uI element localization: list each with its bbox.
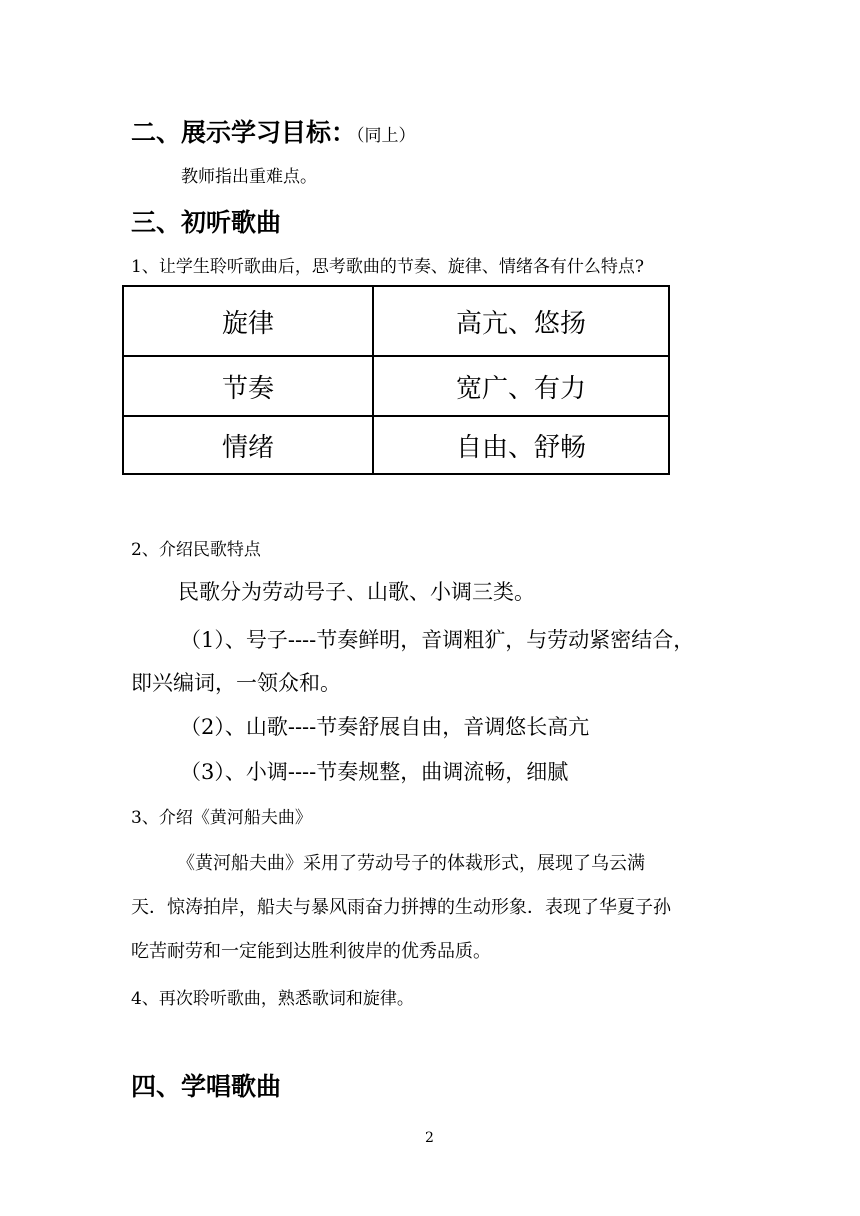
song-paragraph-line3: 吃苦耐劳和一定能到达胜利彼岸的优秀品质。 [131,941,491,962]
table-cell-value: 高亢、悠扬 [373,286,669,356]
table-cell-value: 宽广、有力 [373,356,669,416]
section2-heading [131,113,416,149]
section3-item3: 3、介绍《黄河船夫曲》 [131,808,312,828]
section3-heading: 三、初听歌曲 [131,208,282,237]
folk-type-1a: （1）、号子----节奏鲜明，音调粗犷，与劳动紧密结合， [180,628,695,652]
section4-heading: 四、学唱歌曲 [131,1072,282,1101]
section3-item1: 1、让学生聆听歌曲后，思考歌曲的节奏、旋律、情绪各有什么特点? [131,257,644,277]
folk-type-2: （2）、山歌----节奏舒展自由，音调悠长高亢 [180,715,590,739]
table-cell-label: 旋律 [123,286,373,356]
table-cell-value: 自由、舒畅 [373,416,669,474]
section2-note: （同上） [356,126,416,146]
table-cell-label: 情绪 [123,416,373,474]
section3-item2: 2、介绍民歌特点 [131,540,261,560]
table-row [123,356,669,416]
folk-type-3: （3）、小调----节奏规整，曲调流畅，细腻 [180,760,569,784]
song-paragraph-line2: 天．惊涛拍岸，船夫与暴风雨奋力拼搏的生动形象．表现了华夏子孙 [131,897,671,918]
table-row [123,286,669,356]
folk-intro: 民歌分为劳动号子、山歌、小调三类。 [178,580,535,604]
song-paragraph-line1: 《黄河船夫曲》采用了劳动号子的体裁形式，展现了乌云满 [177,853,645,874]
feature-table [122,285,670,475]
table-row [123,416,669,474]
section2-line: 教师指出重难点。 [181,167,317,187]
page-number: 2 [425,1130,434,1146]
section2-title: 二、展示学习目标： [131,118,357,147]
section3-item4: 4、再次聆听歌曲，熟悉歌词和旋律。 [131,989,414,1009]
table-cell-label: 节奏 [123,356,373,416]
folk-type-1b: 即兴编词，一领众和。 [131,671,341,695]
